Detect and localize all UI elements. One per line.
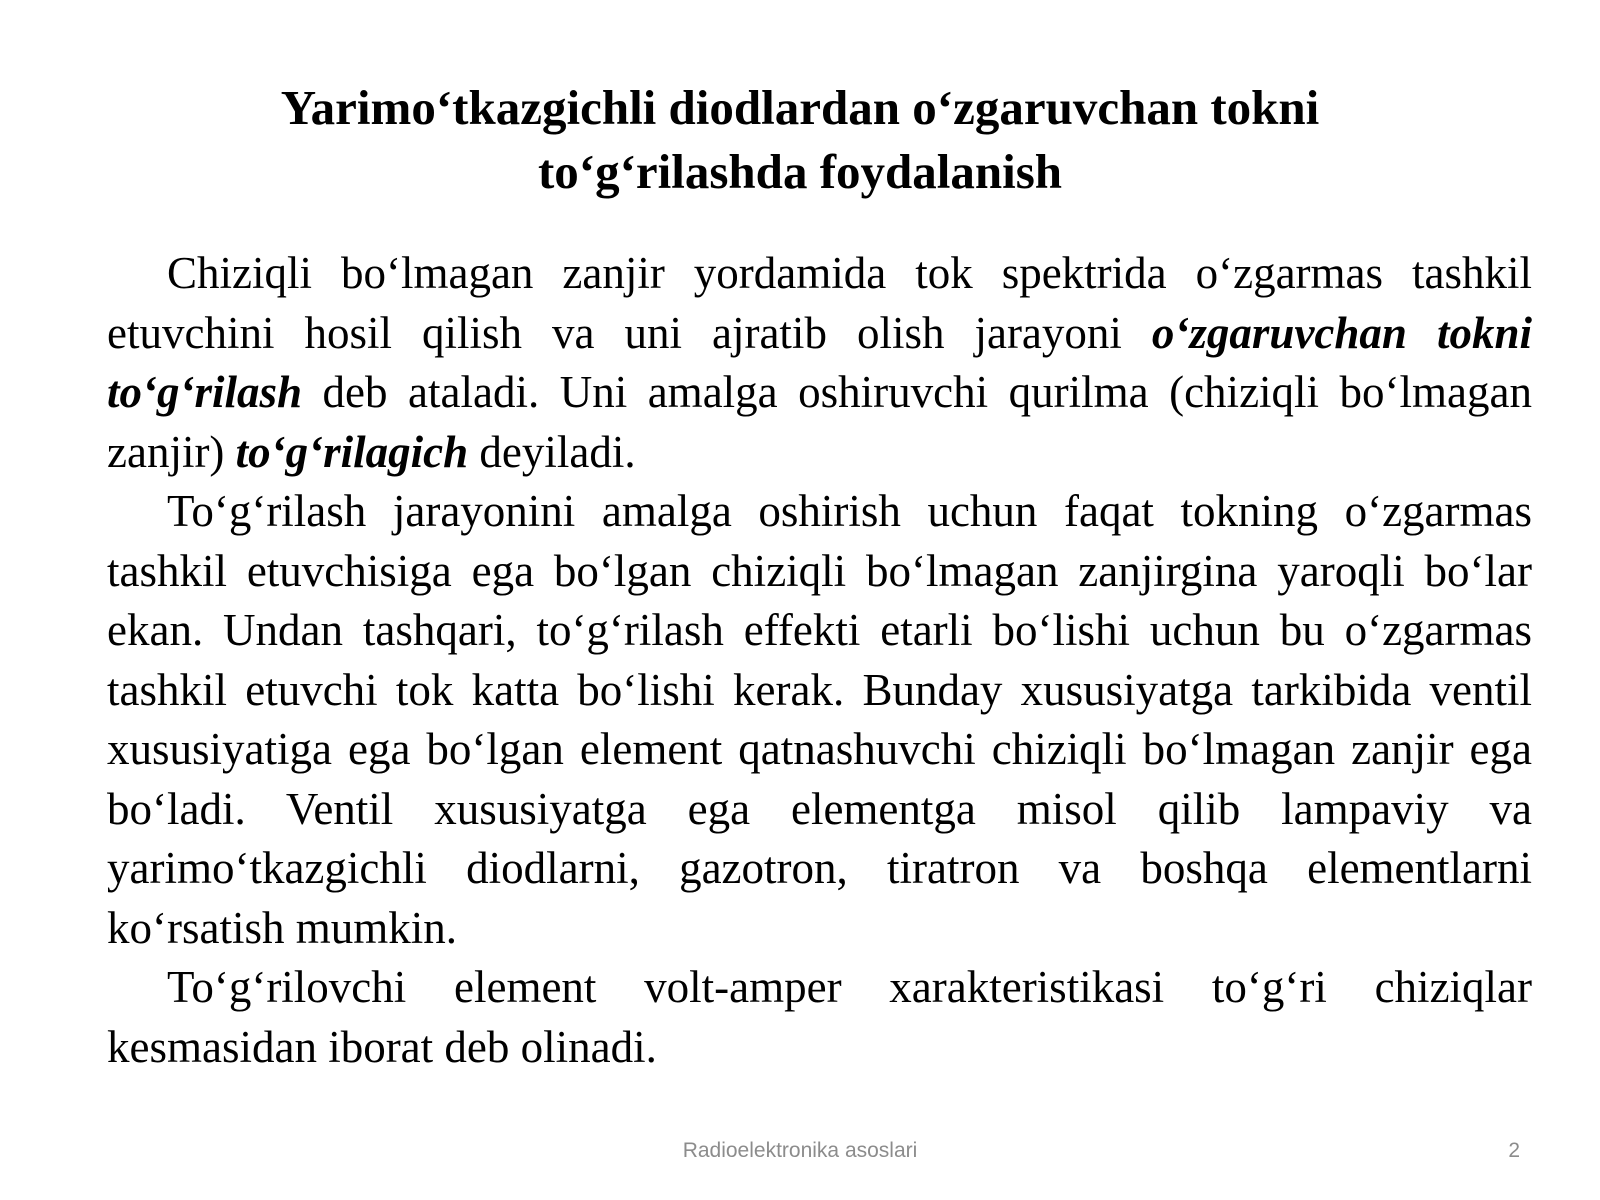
slide-title-line-2: to‘g‘rilashda foydalanish [537,144,1063,199]
slide-number: 2 [1508,1139,1520,1162]
paragraph-1 [107,244,1532,482]
slide-title [140,76,1460,204]
term-rectification: o‘zgaruvchan tokni to‘g‘rilash [107,307,1532,417]
paragraph-1-text-1: Chiziqli bo‘lmagan zanjir yordamida tok spektrida o‘zgarmas tashkil etuvchini hosil qilish va uni ajratib olish jarayoni [107,248,1532,358]
paragraph-2: To‘g‘rilash jarayonini amalga oshirish uchun faqat tokning o‘zgarmas tashkil etuvchisiga ega bo‘lgan chiziqli bo‘lmagan zanjirgina yaroqli bo‘lar ekan. Undan tashqari, to‘g‘rilash effekti etarli bo‘lishi uchun bu o‘zgarmas tashkil etuvchi tok katta bo‘lishi kerak. Bunday xususiyatga tarkibida ventil xususiyatiga ega bo‘lgan element qatnashuvchi chiziqli bo‘lmagan zanjir ega bo‘ladi. Ventil xususiyatga ega elementga misol qilib lampaviy va yarimo‘tkazgichli diodlarni, gazotron, tiratron va boshqa elementlarni ko‘rsatish mumkin. [107,486,1532,953]
slide-title-line-1: Yarimo‘tkazgichli diodlardan o‘zgaruvchan tokni [280,80,1320,135]
term-rectifier: to‘g‘rilagich [235,426,469,477]
paragraph-1-text-2: deb ataladi. Uni amalga oshiruvchi qurilma (chiziqli bo‘lmagan zanjir) [107,367,1532,477]
paragraph-3: To‘g‘rilovchi element volt-amper xarakteristikasi to‘g‘ri chiziqlar kesmasidan iborat deb olinadi. [107,962,1532,1072]
paragraph-1-text-3: deyiladi. [468,426,636,477]
slide-footer: Radioelektronika asoslari [682,1139,918,1162]
slide-body [107,244,1532,1077]
